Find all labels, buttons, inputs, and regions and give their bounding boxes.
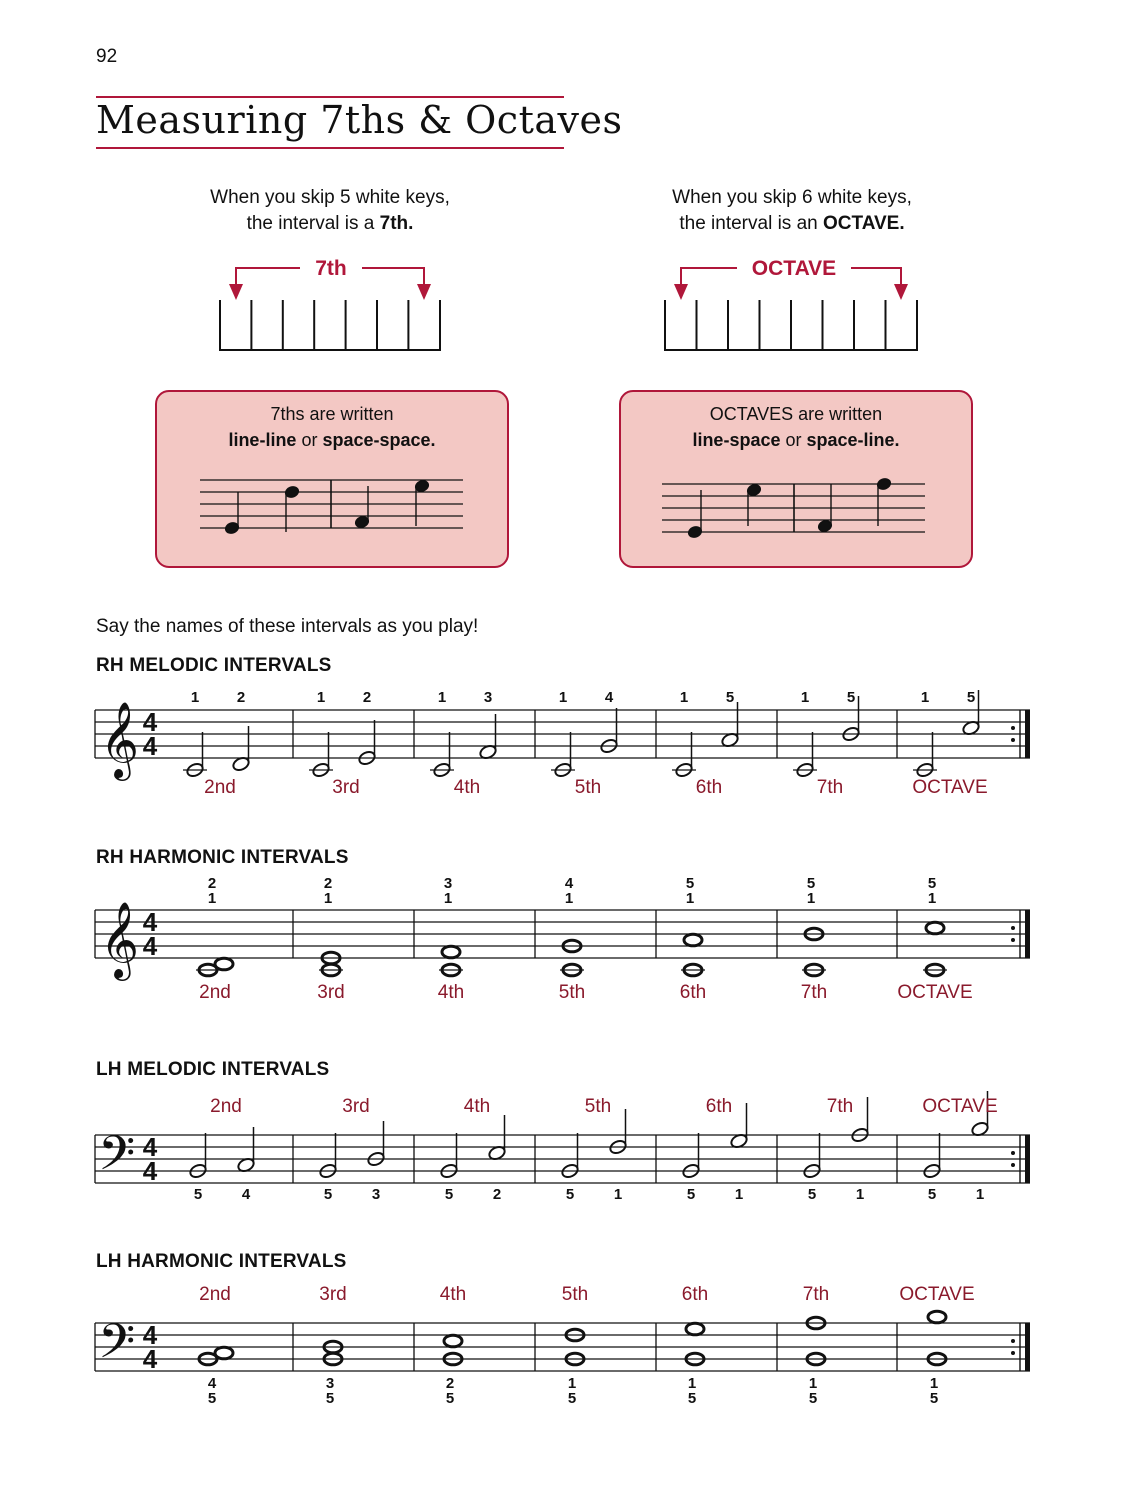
octave-intro-line2: [602, 211, 982, 237]
whole-note: [926, 922, 944, 934]
interval-name: 3rd: [342, 1096, 370, 1117]
section-label-rh-harmonic: RH HARMONIC INTERVALS: [96, 847, 349, 868]
interval-name: 7th: [802, 1284, 830, 1305]
interval-name: 5th: [561, 1284, 589, 1305]
octave-intro-line1: When you skip 6 white keys,: [672, 187, 912, 208]
seventh-keyboard-label: 7th: [315, 257, 347, 280]
seventh-intro-line2: [140, 211, 520, 237]
finger-number: 1: [800, 689, 810, 706]
seventh-arrowhead-right: [417, 284, 431, 300]
seventh-staff-example: [195, 470, 470, 545]
finger-number: 5: [807, 1186, 817, 1203]
repeat-dot: [1011, 1163, 1015, 1167]
finger-number: 1: [734, 1186, 744, 1203]
finger-number: 5: [567, 1390, 577, 1407]
seventh-rule-or: or: [296, 430, 323, 450]
bass-clef-icon: 𝄢: [98, 1315, 136, 1380]
finger-number: 2: [236, 689, 246, 706]
octave-intro: [602, 185, 982, 237]
section-label-lh-harmonic: LH HARMONIC INTERVALS: [96, 1251, 347, 1272]
finger-number: 4: [604, 689, 614, 706]
finger-number: 1: [920, 689, 930, 706]
interval-name: OCTAVE: [899, 1284, 975, 1305]
finger-number: 1: [808, 1375, 818, 1392]
section-label-lh-melodic: LH MELODIC INTERVALS: [96, 1059, 330, 1080]
repeat-dot: [1011, 1351, 1015, 1355]
seventh-rule-line2: [157, 427, 507, 453]
octave-arrowhead-right: [894, 284, 908, 300]
finger-number: 5: [927, 1186, 937, 1203]
time-signature-top: 4: [142, 907, 158, 937]
finger-number: 1: [855, 1186, 865, 1203]
octave-rule-bold1: line-space: [692, 430, 781, 450]
seventh-rule-line1: 7ths are written: [270, 404, 394, 424]
repeat-dot: [1011, 1151, 1015, 1155]
finger-number: 5: [966, 689, 976, 706]
treble-clef-icon: 𝄞: [100, 702, 140, 776]
finger-number: 5: [685, 875, 695, 892]
octave-intro-prefix: the interval is an: [679, 213, 823, 234]
finger-number: 4: [207, 1375, 217, 1392]
final-barline-thick: [1025, 1135, 1030, 1183]
finger-number: 5: [193, 1186, 203, 1203]
interval-name: 2nd: [199, 1284, 231, 1305]
interval-name: OCTAVE: [922, 1096, 998, 1117]
finger-number: 5: [687, 1390, 697, 1407]
finger-number: 2: [207, 875, 217, 892]
seventh-intro-prefix: the interval is a: [246, 213, 380, 234]
octave-arrowhead-left: [674, 284, 688, 300]
final-barline-thick: [1025, 910, 1030, 958]
finger-number: 1: [613, 1186, 623, 1203]
bass-clef-icon: 𝄢: [98, 1127, 136, 1192]
repeat-dot: [1011, 926, 1015, 930]
finger-number: 5: [929, 1390, 939, 1407]
interval-name: 4th: [437, 982, 465, 1003]
finger-number: 3: [325, 1375, 335, 1392]
time-signature-top: 4: [142, 1320, 158, 1350]
instruction-text: Say the names of these intervals as you play!: [96, 616, 479, 637]
finger-number: 1: [975, 1186, 985, 1203]
seventh-rule-bold1: line-line: [228, 430, 297, 450]
interval-name: 7th: [800, 982, 828, 1003]
finger-number: 1: [564, 890, 574, 907]
interval-name: OCTAVE: [897, 982, 973, 1003]
interval-name: 7th: [816, 777, 844, 798]
final-barline-thick: [1025, 710, 1030, 758]
whole-note: [215, 1347, 233, 1359]
interval-name: 6th: [705, 1096, 733, 1117]
finger-number: 5: [686, 1186, 696, 1203]
finger-number: 1: [190, 689, 200, 706]
treble-clef-icon: 𝄞: [100, 902, 140, 976]
time-signature-bottom: 4: [142, 1344, 158, 1374]
finger-number: 1: [687, 1375, 697, 1392]
finger-number: 1: [207, 890, 217, 907]
finger-number: 5: [927, 875, 937, 892]
repeat-dot: [1011, 726, 1015, 730]
finger-number: 1: [929, 1375, 939, 1392]
finger-number: 5: [207, 1390, 217, 1407]
interval-name: 2nd: [210, 1096, 242, 1117]
section-label-rh-melodic: RH MELODIC INTERVALS: [96, 655, 332, 676]
interval-name: 5th: [584, 1096, 612, 1117]
finger-number: 1: [806, 890, 816, 907]
interval-name: 6th: [695, 777, 723, 798]
octave-keyboard-label: OCTAVE: [751, 257, 837, 280]
interval-name: 2nd: [204, 777, 236, 798]
finger-number: 1: [927, 890, 937, 907]
final-barline-thick: [1025, 1323, 1030, 1371]
interval-name: 5th: [558, 982, 586, 1003]
finger-number: 5: [445, 1390, 455, 1407]
repeat-dot: [1011, 1339, 1015, 1343]
finger-number: 5: [808, 1390, 818, 1407]
interval-name: 4th: [463, 1096, 491, 1117]
octave-keyboard: [665, 300, 917, 350]
seventh-arrowhead-left: [229, 284, 243, 300]
seventh-keyboard-diagram: [200, 250, 460, 360]
seventh-intro: [140, 185, 520, 237]
interval-name: 7th: [826, 1096, 854, 1117]
time-signature-bottom: 4: [142, 931, 158, 961]
seventh-intro-bold: 7th.: [379, 213, 414, 234]
time-signature-bottom: 4: [142, 1156, 158, 1186]
whole-note: [215, 958, 233, 970]
finger-number: 4: [564, 875, 574, 892]
seventh-intro-line1: When you skip 5 white keys,: [210, 187, 450, 208]
finger-number: 1: [323, 890, 333, 907]
interval-name: OCTAVE: [912, 777, 988, 798]
finger-number: 1: [685, 890, 695, 907]
whole-note: [928, 1311, 946, 1323]
whole-note: [686, 1323, 704, 1335]
seventh-rule-text: [157, 401, 507, 453]
interval-name: 2nd: [199, 982, 231, 1003]
finger-number: 1: [437, 689, 447, 706]
finger-number: 1: [558, 689, 568, 706]
lh-melodic-system: [0, 1085, 1125, 1215]
finger-number: 1: [679, 689, 689, 706]
title-rule-bottom: [96, 147, 564, 149]
interval-name: 4th: [439, 1284, 467, 1305]
octave-keyboard-diagram: [645, 250, 935, 360]
finger-number: 2: [362, 689, 372, 706]
octave-staff-example: [657, 474, 932, 549]
octave-rule-text: [621, 401, 971, 453]
finger-number: 2: [492, 1186, 502, 1203]
time-signature-bottom: 4: [142, 731, 158, 761]
finger-number: 3: [371, 1186, 381, 1203]
seventh-keyboard: [220, 300, 440, 350]
interval-name: 3rd: [319, 1284, 347, 1305]
finger-number: 5: [565, 1186, 575, 1203]
finger-number: 5: [323, 1186, 333, 1203]
interval-name: 6th: [679, 982, 707, 1003]
interval-name: 4th: [453, 777, 481, 798]
finger-number: 5: [725, 689, 735, 706]
finger-number: 5: [806, 875, 816, 892]
rh-harmonic-system: [0, 870, 1125, 1020]
finger-number: 5: [444, 1186, 454, 1203]
octave-rule-line1: OCTAVES are written: [709, 404, 883, 424]
time-signature-top: 4: [142, 1132, 158, 1162]
seventh-example-notes: [224, 479, 430, 535]
seventh-rule-bold2: space-space.: [322, 430, 436, 450]
page-number: 92: [96, 46, 118, 67]
finger-number: 4: [241, 1186, 251, 1203]
finger-number: 3: [443, 875, 453, 892]
finger-number: 1: [567, 1375, 577, 1392]
page-title: Measuring 7ths & Octaves: [96, 98, 623, 142]
octave-rule-line2: [621, 427, 971, 453]
repeat-dot: [1011, 938, 1015, 942]
octave-rule-bold2: space-line.: [806, 430, 900, 450]
finger-number: 2: [323, 875, 333, 892]
octave-rule-or: or: [780, 430, 807, 450]
finger-number: 5: [846, 689, 856, 706]
whole-note: [684, 934, 702, 946]
finger-number: 2: [445, 1375, 455, 1392]
finger-number: 1: [443, 890, 453, 907]
interval-name: 6th: [681, 1284, 709, 1305]
interval-name: 3rd: [317, 982, 345, 1003]
interval-name: 5th: [574, 777, 602, 798]
whole-note: [442, 946, 460, 958]
finger-number: 3: [483, 689, 493, 706]
finger-number: 5: [325, 1390, 335, 1407]
octave-intro-bold: OCTAVE.: [823, 213, 905, 234]
whole-note: [444, 1335, 462, 1347]
finger-number: 1: [316, 689, 326, 706]
repeat-dot: [1011, 738, 1015, 742]
lh-harmonic-system: [0, 1275, 1125, 1415]
rh-melodic-system: [0, 680, 1125, 810]
time-signature-top: 4: [142, 707, 158, 737]
interval-name: 3rd: [332, 777, 360, 798]
